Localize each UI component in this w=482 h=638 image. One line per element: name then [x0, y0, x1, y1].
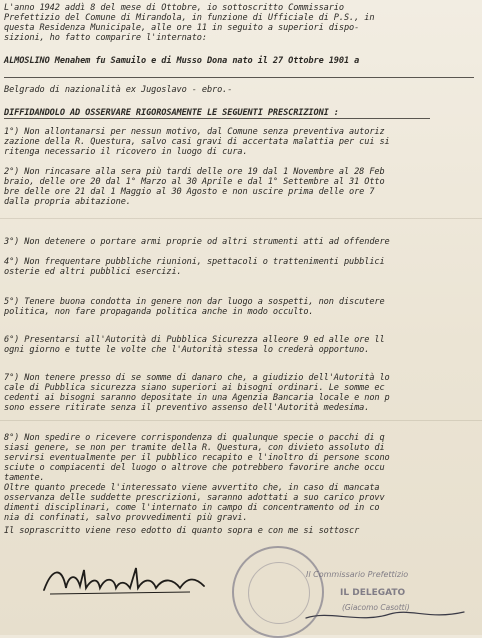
text-line: Il soprascritto viene reso edotto di quanto sopra e con me si sottoscr — [4, 526, 360, 536]
text-line: 6°) Presentarsi all'Autorità di Pubblica Sicurezza alleore 9 ed alle ore ll — [4, 335, 385, 345]
fold-crease — [0, 218, 482, 219]
text-line: DIFFIDANDOLO AD OSSERVARE RIGOROSAMENTE LE SEGUENTI PRESCRIZIONI : — [4, 108, 339, 118]
text-line: osterie ed altri pubblici esercizi. — [4, 267, 182, 277]
fold-crease — [0, 420, 482, 421]
text-line: Prefettizio del Comune di Mirandola, in funzione di Ufficiale di P.S., in — [4, 13, 375, 23]
text-line: 3°) Non detenere o portare armi proprie od altri strumenti atti ad offendere — [4, 237, 390, 247]
text-line: siasi genere, se non per tramite della R. Questura, con divieto assoluto di — [4, 443, 385, 453]
text-line: 4°) Non frequentare pubbliche riunioni, spettacoli o trattenimenti pubblici — [4, 257, 385, 267]
stamp-role: IL DELEGATO — [340, 588, 406, 598]
heading-underline — [4, 118, 430, 119]
text-line: dimenti disciplinari, come l'internato in campo di concentramento od in co — [4, 503, 380, 513]
text-line: Belgrado di nazionalità ex Jugoslavo - ebro.- — [4, 85, 233, 95]
text-line: Oltre quanto precede l'interessato viene avvertito che, in caso di mancata — [4, 483, 380, 493]
text-line: bre delle ore 21 dal 1 Maggio al 30 Agosto e non uscire prima delle ore 7 — [4, 187, 375, 197]
text-line: L'anno 1942 addì 8 del mese di Ottobre, io sottoscritto Commissario — [4, 3, 344, 13]
text-line: nia di confinati, salvo provvedimenti più gravi. — [4, 513, 248, 523]
text-line: 7°) Non tenere presso di se somme di danaro che, a giudizio dell'Autorità lo — [4, 373, 390, 383]
text-line: cedenti ai bisogni saranno depositate in una Agenzia Bancaria locale e non p — [4, 393, 390, 403]
text-line: ogni giorno e tutte le volte che l'Autorità stessa lo crederà opportuno. — [4, 345, 370, 355]
text-line: 1°) Non allontanarsi per nessun motivo, dal Comune senza preventiva autoriz — [4, 127, 385, 137]
text-line: politica, non fare propaganda politica anche in modo occulto. — [4, 307, 314, 317]
text-line: questa Residenza Municipale, alle ore 11 in seguito a superiori dispo- — [4, 23, 360, 33]
text-line: osservanza delle suddette prescrizioni, saranno adottati a suo carico provv — [4, 493, 385, 503]
text-line: tamente. — [4, 473, 45, 483]
text-line: ALMOSLINO Menahem fu Samuilo e di Musso Dona nato il 27 Ottobre 1901 a — [4, 56, 360, 66]
name-underline — [4, 77, 474, 78]
text-line: ritenga necessario il ricovero in luogo di cura. — [4, 147, 248, 157]
text-line: dalla propria abitazione. — [4, 197, 131, 207]
text-line: 2°) Non rincasare alla sera più tardi delle ore 19 dal 1 Novembre al 28 Feb — [4, 167, 385, 177]
text-line: 8°) Non spedire o ricevere corrispondenza di qualunque specie o pacchi di q — [4, 433, 385, 443]
stamp-title: Il Commissario Prefettizio — [306, 570, 409, 579]
text-line: sizioni, ho fatto comparire l'internato: — [4, 33, 207, 43]
text-line: zazione della R. Questura, salvo casi gravi di accertata malattia per cui si — [4, 137, 390, 147]
text-line: cale di Pubblica sicurezza siano superiori ai bisogni ordinari. Le somme ec — [4, 383, 385, 393]
text-line: 5°) Tenere buona condotta in genere non dar luogo a sospetti, non discutere — [4, 297, 385, 307]
text-line: servirsi eventualmente per il pubblico recapito e l'inoltro di persone scono — [4, 453, 390, 463]
signature-official — [300, 600, 470, 630]
text-line: braio, delle ore 20 dal 1° Marzo al 30 Aprile e dal 1° Settembre al 31 Otto — [4, 177, 385, 187]
signature-internee — [40, 560, 210, 600]
text-line: sono essere ritirate senza il preventivo assenso dell'Autorità medesima. — [4, 403, 370, 413]
stamp-name: (Giacomo Casotti) — [342, 603, 410, 612]
text-line: sciute o compiacenti del luogo o altrove che potrebbero favorire anche occu — [4, 463, 385, 473]
